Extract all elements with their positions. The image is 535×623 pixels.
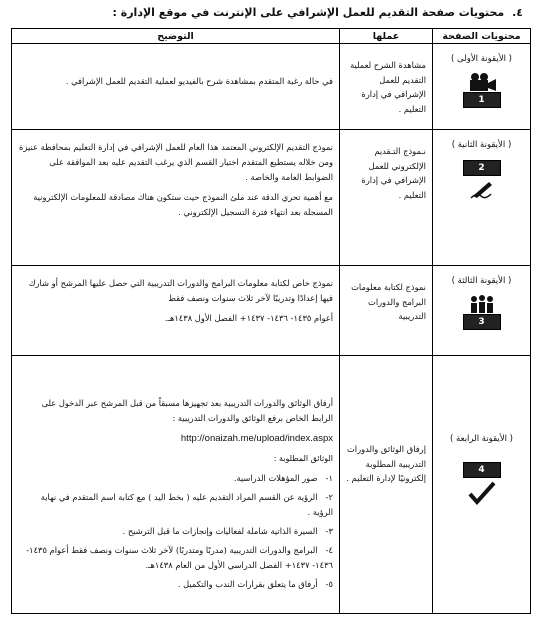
function-text: نـموذج التـقديم الإلكتروني للعمل الإشرافي في إدارة التعليم . xyxy=(361,146,426,200)
icon-cell xyxy=(433,356,531,614)
list-item: ٣-السيرة الذاتية شاملة لفعاليات وإنجازات ما قبل الترشيح . xyxy=(122,526,333,536)
icon-box xyxy=(463,160,501,202)
explanation-cell xyxy=(12,266,340,356)
icon-label: ( الأيقونة الثانية ) xyxy=(451,140,512,150)
icon-cell xyxy=(433,44,531,130)
explanation-paragraph: نموذج خاص لكتابة معلومات البرامج والدورات التدريبية التي حصل عليها المرشح أو شارك فيها إعدادًا وتدريبًا لآخر ثلاث سنوات ونصف فقط xyxy=(28,278,333,303)
checkmark-icon xyxy=(463,478,501,508)
table-row xyxy=(12,130,531,266)
explanation-paragraph: أرفاق الوثائق والدورات التدريبية بعد تجهيزها مسبقاً من قبل المرشح عبر الدخول على الرابط الخاص برفع الوثائق والدورات التدريبية : xyxy=(41,398,333,423)
explanation-paragraph: أعوام ١٤٣٥- ١٤٣٦- ١٤٣٧+ الفصل الأول ١٤٣٨هـ. xyxy=(164,313,333,323)
icon-number: 3 xyxy=(463,314,501,330)
table-header-row xyxy=(12,29,531,44)
icon-cell xyxy=(433,130,531,266)
explanation-paragraph: مع أهمية تحري الدقة عند ملئ النموذج حيث ستكون هناك مصادقة للمعلومات الإلكترونية المسجلة بعد انتهاء فترة التسجيل الإلكتروني . xyxy=(33,192,333,217)
explanation-paragraph: نموذج التقديم الإلكتروني المعتمد هذا العام للعمل الإشرافي في إدارة التعليم بمحافظة عنيزة ومن خلاله يستطيع المتقدم اختيار القسم الذي يرغب التقديم عليه بعد الموافقة على الضوابط العامة والخاصة . xyxy=(19,142,333,182)
list-item: ١-صور المؤهلات الدراسية. xyxy=(233,473,333,483)
icon-cell xyxy=(433,266,531,356)
icon-label: ( الأيقونة الرابعة ) xyxy=(450,434,513,444)
table-row xyxy=(12,356,531,614)
contents-table xyxy=(11,28,531,614)
list-item: ٥-أرفاق ما يتعلق بقرارات الندب والتكميل . xyxy=(177,579,333,589)
list-item: ٢-الرؤية عن القسم المراد التقديم عليه ( بخط اليد ) مع كتابة اسم المتقدم في نهاية الرؤية . xyxy=(40,492,333,517)
table-row xyxy=(12,266,531,356)
explanation-paragraph: في حالة رغبة المتقدم بمشاهدة شرح بالفيديو لعملية التقديم للعمل الإشرافي . xyxy=(65,76,333,86)
function-cell xyxy=(340,44,433,130)
icon-box xyxy=(463,462,501,508)
function-text: إرفاق الوثائق والدورات التدريبية المطلوبة إلكترونيًا لإدارة التعليم . xyxy=(346,444,426,483)
requirements-list xyxy=(18,471,333,592)
function-cell xyxy=(340,130,433,266)
section-number: ٤. xyxy=(512,6,523,19)
icon-box xyxy=(463,294,501,330)
function-text: مشاهدة الشرح لعملية التقديم للعمل الإشرافي في إدارة التعليم . xyxy=(350,60,426,114)
header-explanation: التوضيح xyxy=(12,29,340,44)
upload-link[interactable]: http://onaizah.me/upload/index.aspx xyxy=(180,433,333,444)
icon-label: ( الأيقونة الثالثة ) xyxy=(451,276,512,286)
table-row xyxy=(12,44,531,130)
explanation-cell xyxy=(12,44,340,130)
icon-label: ( الأيقونة الأولى ) xyxy=(451,54,512,64)
section-title: محتويات صفحة التقديم للعمل الإشرافي على الإنترنت في موقع الإدارة : xyxy=(112,6,505,19)
function-cell xyxy=(340,356,433,614)
film-camera-icon xyxy=(463,72,501,92)
icon-box xyxy=(463,72,501,108)
section-heading xyxy=(13,6,523,19)
function-text: نموذج لكتابة معلومات البرامج والدورات التدريبية xyxy=(351,282,426,321)
signing-hand-icon xyxy=(463,176,501,202)
list-item: ٤-البرامج والدورات التدريبية (مدربًا ومتدربًا) لآخر ثلاث سنوات ونصف فقط أعوام ١٤٣٥- ١٤٣٦- ١٤٣٧+ الفصل الدراسي الأول من العام ١٤٣٨هـ. xyxy=(26,545,333,570)
function-cell xyxy=(340,266,433,356)
header-page-contents: محتويات الصفحة xyxy=(433,29,531,44)
icon-number: 1 xyxy=(463,92,501,108)
icon-number: 2 xyxy=(463,160,501,176)
icon-number: 4 xyxy=(463,462,501,478)
requirements-heading: الوثائق المطلوبة : xyxy=(273,454,333,463)
header-function: عملها xyxy=(340,29,433,44)
explanation-cell xyxy=(12,356,340,614)
people-group-icon xyxy=(463,294,501,314)
explanation-cell xyxy=(12,130,340,266)
